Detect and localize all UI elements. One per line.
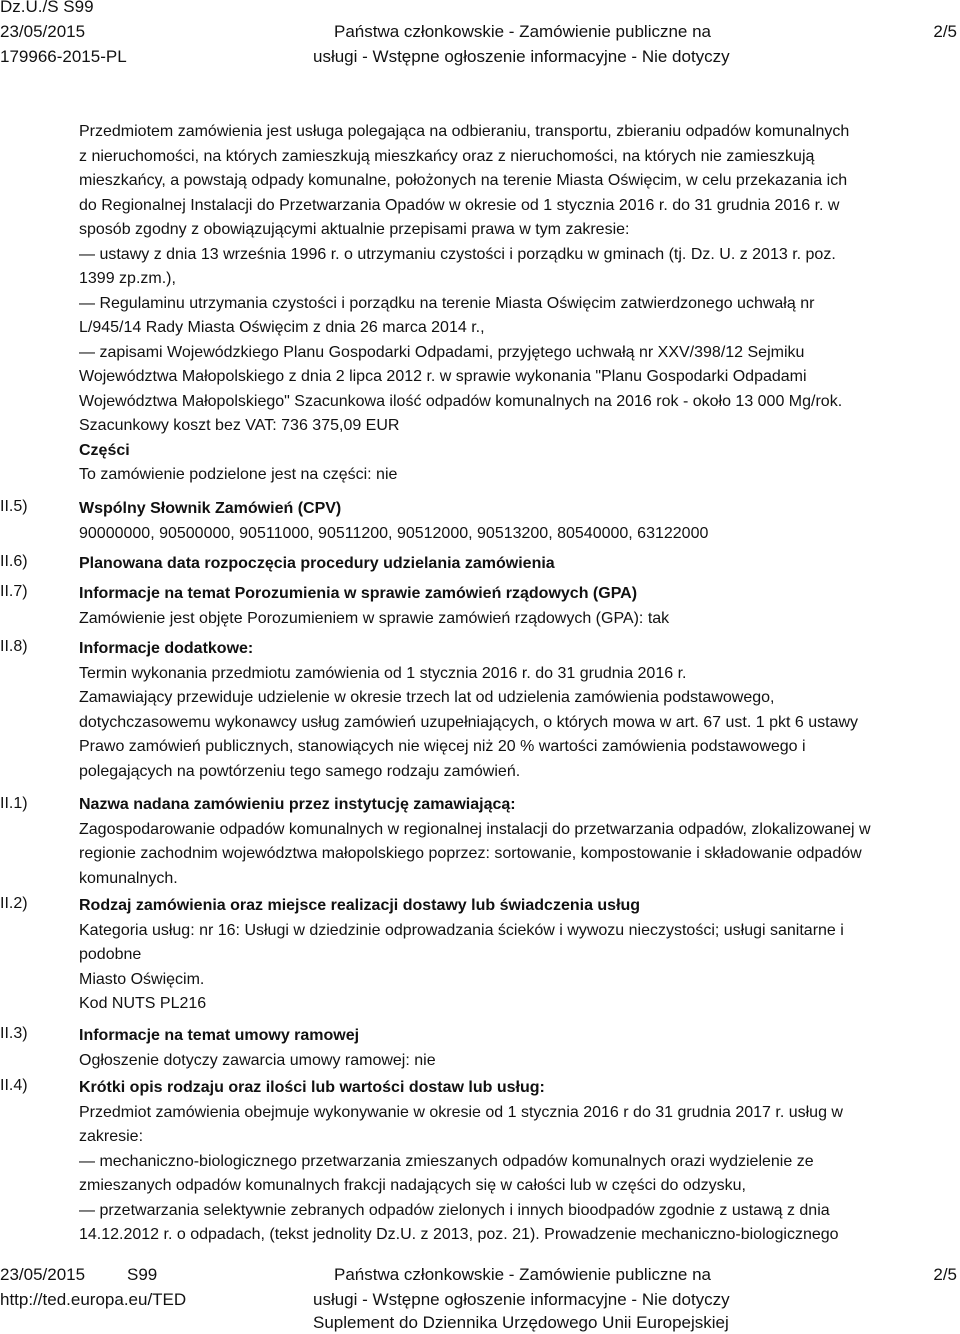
section-code: II.3): [0, 1025, 28, 1042]
footer-series: S99: [127, 1265, 158, 1284]
intro-line: Przedmiotem zamówienia jest usługa polegająca na odbieraniu, transportu, zbieraniu odpadów komunalnych: [79, 123, 850, 140]
footer-title-line2: usługi - Wstępne ogłoszenie informacyjne - Nie dotyczy: [313, 1290, 730, 1309]
section-line: Kod NUTS PL216: [79, 995, 207, 1012]
section-line: — mechaniczno-biologicznego przetwarzania zmieszanych odpadów komunalnych orazi wydzielenie ze: [79, 1152, 814, 1170]
section-line: polegających na powtórzeniu tego samego rodzaju zamówień.: [79, 762, 521, 780]
section-line: Termin wykonania przedmiotu zamówienia od 1 stycznia 2016 r. do 31 grudnia 2016 r.: [79, 664, 687, 682]
section-line: zmieszanych odpadów komunalnych frakcji nadających się w całości lub w części do odzysku,: [79, 1177, 746, 1194]
section-line: Miasto Oświęcim.: [79, 970, 205, 988]
section-short-description: [79, 1076, 957, 1248]
section-cpv: [79, 497, 957, 546]
section-heading: Planowana data rozpoczęcia procedury udzielania zamówienia: [79, 555, 555, 572]
section-planned-date: [79, 552, 957, 577]
section-heading: Informacje dodatkowe:: [79, 640, 254, 657]
section-contract-name: [79, 793, 957, 891]
section-line: Prawo zamówień publicznych, stanowiących nie więcej niż 20 % wartości zamówienia podstawowego i: [79, 738, 806, 755]
section-line: Zamawiający przewiduje udzielenie w okresie trzech lat od udzielenia zamówienia podstawowego,: [79, 689, 775, 706]
section-heading: Informacje na temat umowy ramowej: [79, 1027, 360, 1044]
intro-line: 1399 zp.zm.),: [79, 270, 176, 287]
intro-paragraph: [79, 120, 957, 488]
section-line: podobne: [79, 946, 142, 963]
intro-line: do Regionalnej Instalacji do Przetwarzania Opadów w okresie od 1 stycznia 2016 r. do 31 grudnia 2016 r. w: [79, 196, 840, 214]
footer-date: 23/05/2015: [0, 1265, 86, 1284]
section-heading: Krótki opis rodzaju oraz ilości lub wartości dostaw lub usług:: [79, 1079, 545, 1096]
doc-reference: Dz.U./S S99: [0, 0, 94, 16]
footer-page-number: 2/5: [933, 1265, 957, 1284]
footer-url[interactable]: http://ted.europa.eu/TED: [0, 1290, 187, 1309]
header-title-line2: usługi - Wstępne ogłoszenie informacyjne - Nie dotyczy: [313, 47, 730, 66]
section-code: II.5): [0, 498, 28, 515]
section-line: zakresie:: [79, 1128, 144, 1145]
section-line: — przetwarzania selektywnie zebranych odpadów zielonych i innych bioodpadów zgodnie z ustawą z dnia: [79, 1201, 830, 1219]
section-line: Kategoria usług: nr 16: Usługi w dziedzinie odprowadzania ścieków i wywozu nieczystości; usługi sanitarne i: [79, 921, 844, 939]
intro-line: — ustawy z dnia 13 września 1996 r. o utrzymaniu czystości i porządku w gminach (tj. Dz. U. z 2013 r. poz.: [79, 245, 836, 263]
intro-line: Szacunkowy koszt bez VAT: 736 375,09 EUR: [79, 417, 400, 434]
intro-line: Województwa Małopolskiego" Szacunkowa ilość odpadów komunalnych na 2016 rok - około 13 000 Mg/rok.: [79, 392, 843, 410]
section-heading: Nazwa nadana zamówieniu przez instytucję zamawiającą:: [79, 796, 516, 813]
section-line: Ogłoszenie dotyczy zawarcia umowy ramowej: nie: [79, 1051, 436, 1069]
intro-line: sposób zgodny z obowiązującymi aktualnie przepisami prawa w tym zakresie:: [79, 221, 630, 238]
section-line: Zagospodarowanie odpadów komunalnych w regionalnej instalacji do przetwarzania odpadów, zlokalizowanej w: [79, 820, 871, 838]
footer-title-line3: Suplement do Dziennika Urzędowego Unii Europejskiej: [313, 1313, 729, 1332]
section-contract-type: [79, 894, 957, 1017]
notice-id: 179966-2015-PL: [0, 47, 127, 66]
section-line: regionie zachodnim województwa małopolskiego poprzez: sortowanie, kompostowanie i składowanie odpadów: [79, 845, 862, 862]
intro-line: — Regulaminu utrzymania czystości i porządku na terenie Miasta Oświęcim zatwierdzonego uchwałą nr: [79, 294, 815, 312]
section-code: II.4): [0, 1077, 28, 1094]
section-line: komunalnych.: [79, 869, 178, 887]
section-line: Zamówienie jest objęte Porozumieniem w sprawie zamówień rządowych (GPA): tak: [79, 609, 670, 627]
section-line: 14.12.2012 r. o odpadach, (tekst jednolity Dz.U. z 2013, poz. 21). Prowadzenie mechaniczno-biologicznego: [79, 1226, 839, 1243]
parts-text: To zamówienie podzielone jest na części: nie: [79, 466, 398, 483]
section-line: dotychczasowemu wykonawcy usług zamówień uzupełniających, o których mowa w art. 67 ust. 1 pkt 6 ustawy: [79, 713, 859, 731]
intro-line: mieszkańcy, a powstają odpady komunalne, położonych na terenie Miasta Oświęcim, w celu przekazania ich: [79, 172, 848, 189]
section-code: II.1): [0, 795, 28, 812]
intro-line: z nieruchomości, na których zamieszkują mieszkańcy oraz z nieruchomości, na których nie zamieszkują: [79, 147, 815, 165]
section-heading: Informacje na temat Porozumienia w sprawie zamówień rządowych (GPA): [79, 585, 638, 602]
section-line: Przedmiot zamówienia obejmuje wykonywanie w okresie od 1 stycznia 2016 r do 31 grudnia 2017 r. usług w: [79, 1103, 843, 1121]
section-heading: Wspólny Słownik Zamówień (CPV): [79, 500, 342, 517]
section-code: II.6): [0, 553, 28, 570]
header-title-line1: Państwa członkowskie - Zamówienie publiczne na: [334, 22, 712, 41]
footer-title-line1: Państwa członkowskie - Zamówienie publiczne na: [334, 1265, 712, 1284]
section-additional-info: [79, 637, 957, 784]
intro-line: Województwa Małopolskiego z dnia 2 lipca 2012 r. w sprawie wykonania "Planu Gospodarki Odpadami: [79, 368, 807, 385]
section-code: II.2): [0, 895, 28, 912]
parts-heading: Części: [79, 441, 130, 459]
intro-line: — zapisami Wojewódzkiego Planu Gospodarki Odpadami, przyjętego uchwałą nr XXV/398/12 Sejmiku: [79, 343, 805, 361]
header-date: 23/05/2015: [0, 22, 86, 41]
section-heading: Rodzaj zamówienia oraz miejsce realizacji dostawy lub świadczenia usług: [79, 897, 641, 914]
section-gpa: [79, 582, 957, 631]
section-code: II.7): [0, 583, 28, 600]
section-line: 90000000, 90500000, 90511000, 90511200, 90512000, 90513200, 80540000, 63122000: [79, 524, 709, 542]
intro-line: L/945/14 Rady Miasta Oświęcim z dnia 26 marca 2014 r.,: [79, 319, 485, 336]
section-framework: [79, 1024, 957, 1073]
section-code: II.8): [0, 638, 28, 655]
header-page-number: 2/5: [933, 22, 957, 41]
